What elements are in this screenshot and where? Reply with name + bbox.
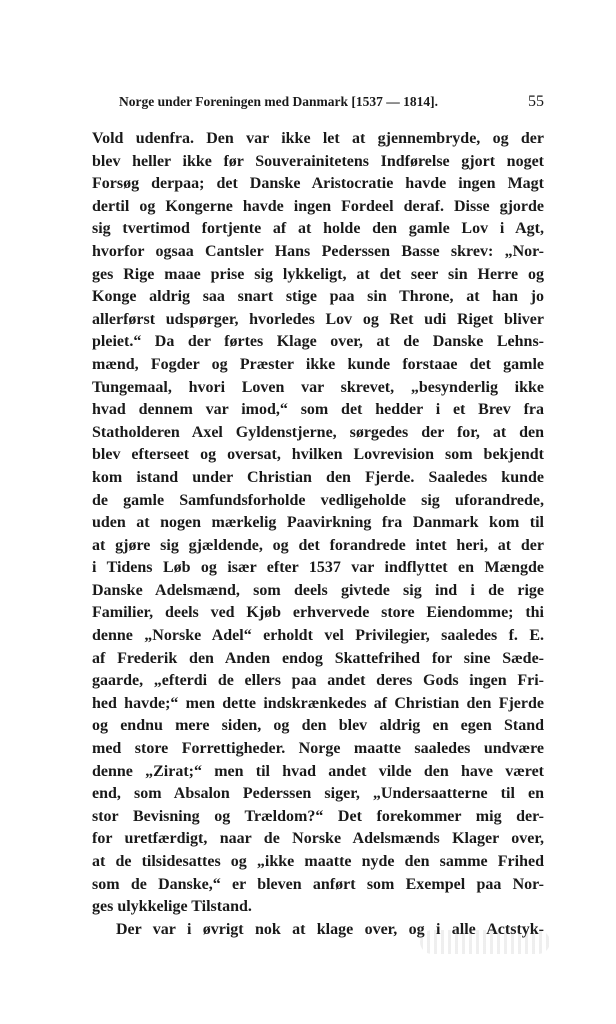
text-line: og endnu mere siden, og den blev aldrig en egen Stand [92, 717, 544, 735]
paragraph-end-line: ges ulykkelige Tilstand. [92, 898, 252, 916]
text-line: dertil og Kongerne havde ingen Fordeel deraf. Disse gjorde [92, 197, 544, 215]
text-line: i Tidens Løb og især efter 1537 var indflyttet en Mængde [92, 559, 544, 577]
text-line: allerførst udspørger, hvorledes Lov og Ret udi Riget bliver [92, 310, 544, 328]
text-line: kom istand under Christian den Fjerde. Saaledes kunde [92, 468, 544, 486]
text-line: Danske Adelsmænd, som deels givtede sig ind i de rige [92, 581, 544, 599]
body-text [92, 128, 544, 941]
text-line: denne „Zirat;“ men til hvad andet vilde den have været [92, 762, 544, 780]
text-line: hvad dennem var imod,“ som det hedder i et Brev fra [92, 401, 544, 419]
text-line: Tungemaal, hvori Loven var skrevet, „besynderlig ikke [92, 378, 544, 396]
text-line: med store Forrettigheder. Norge maatte saaledes undvære [92, 740, 544, 758]
text-line: denne „Norske Adel“ erholdt vel Privilegier, saaledes f. E. [92, 627, 544, 645]
text-line: Familier, deels ved Kjøb erhvervede store Eiendomme; thi [92, 604, 544, 622]
paragraph-start-line: Der var i øvrigt nok at klage over, og i alle Actstyk- [116, 920, 544, 938]
text-line: sig tvertimod fortjente af at holde den gamle Lov i Agt, [92, 220, 544, 238]
text-line: end, som Absalon Pederssen siger, „Undersaatterne til en [92, 785, 544, 803]
text-line: blev heller ikke før Souverainitetens Indførelse gjort noget [92, 152, 544, 170]
running-head: Norge under Foreningen med Danmark [1537 — 1814]. [119, 94, 438, 109]
text-line: Konge aldrig saa snart stige paa sin Throne, at han jo [92, 288, 544, 306]
text-line: blev efterseet og oversat, hvilken Lovrevision som bekjendt [92, 446, 544, 464]
text-line: Statholderen Axel Gyldenstjerne, sørgedes der for, at den [92, 423, 544, 441]
page-number: 55 [528, 93, 544, 110]
text-line: de gamle Samfundsforholde vedligeholde sig uforandrede, [92, 491, 544, 509]
text-line: pleiet.“ Da der førtes Klage over, at de Danske Lehns- [92, 333, 544, 351]
text-line: Forsøg derpaa; det Danske Aristocratie havde ingen Magt [92, 175, 544, 193]
scan-smudge [420, 930, 550, 954]
page-header [92, 91, 544, 113]
text-line: uden at nogen mærkelig Paavirkning fra Danmark kom til [92, 514, 544, 532]
text-line: for uretfærdigt, naar de Norske Adelsmænds Klager over, [92, 830, 544, 848]
text-line: stor Bevisning og Trældom?“ Det forekommer mig der- [92, 807, 544, 825]
text-line: af Frederik den Anden endog Skattefrihed for sine Sæde- [92, 649, 544, 667]
text-line: mænd, Fogder og Præster ikke kunde forstaae det gamle [92, 355, 544, 373]
text-line: hed havde;“ men dette indskrænkedes af Christian den Fjerde [92, 694, 544, 712]
text-line: at gjøre sig gjældende, og det forandrede intet heri, at der [92, 536, 544, 554]
text-line: ges Rige maae prise sig lykkeligt, at det seer sin Herre og [92, 265, 544, 283]
text-line: at de tilsidesattes og „ikke maatte nyde den samme Frihed [92, 853, 544, 870]
text-line: som de Danske,“ er bleven anført som Exempel paa Nor- [92, 875, 544, 893]
text-line: Vold udenfra. Den var ikke let at gjennembryde, og der [92, 130, 544, 147]
text-line: gaarde, „efterdi de ellers paa andet deres Gods ingen Fri- [92, 672, 544, 690]
text-line: hvorfor ogsaa Cantsler Hans Pederssen Basse skrev: „Nor- [92, 242, 544, 260]
